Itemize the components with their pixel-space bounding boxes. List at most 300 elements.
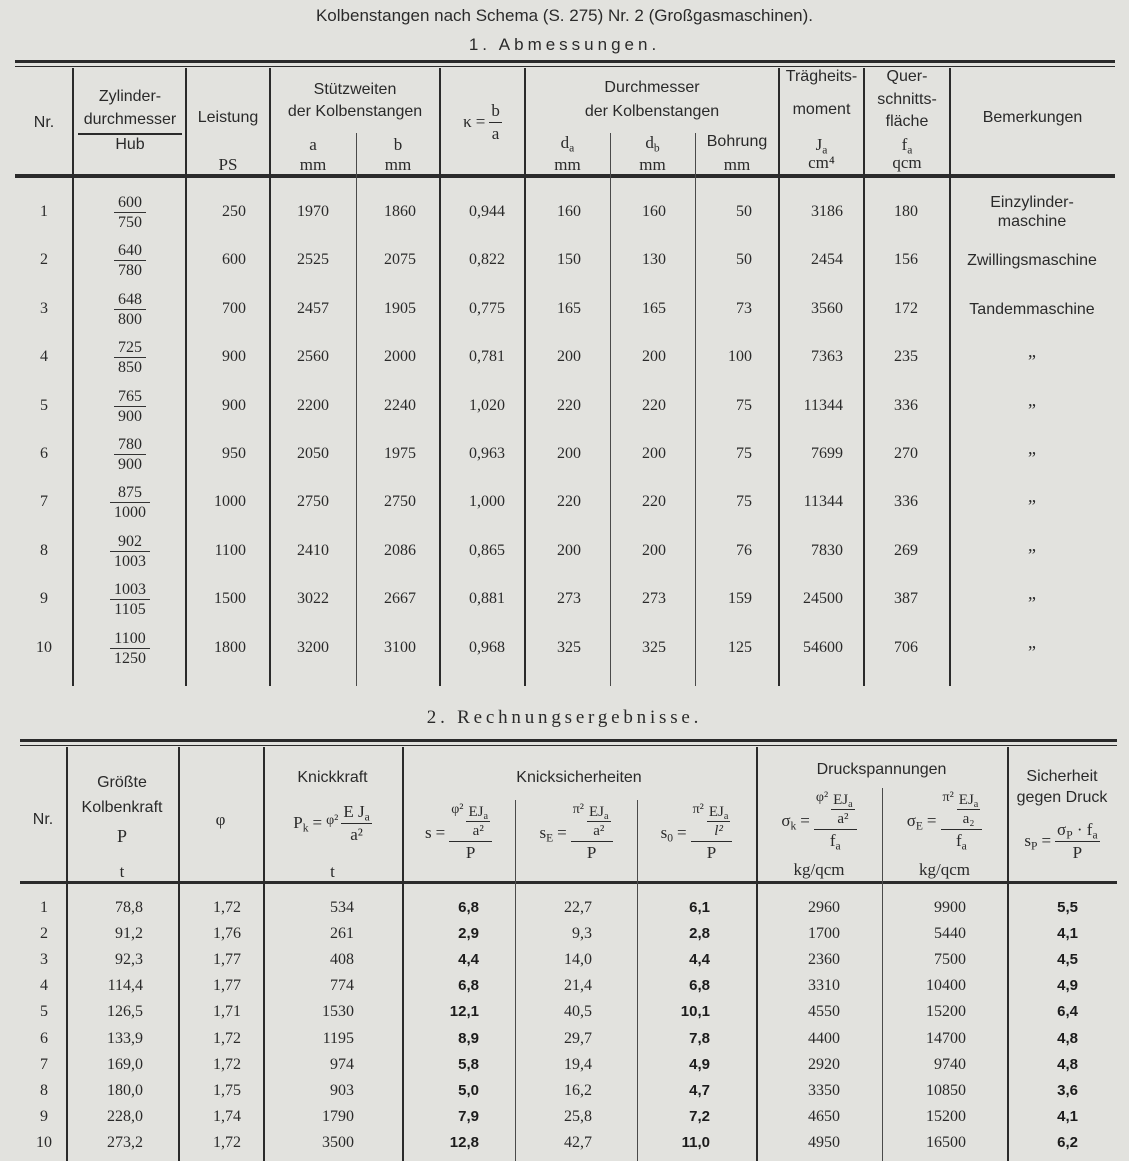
kappa: 0,944: [469, 203, 505, 220]
stuetzweite-b: 1905: [384, 300, 416, 317]
leistung: 1500: [214, 590, 246, 607]
row-nr: 4: [40, 348, 48, 365]
kappa-symbol: κ: [463, 112, 472, 131]
header-fa-symbol: f: [901, 135, 908, 154]
zylinder-hub-fraction: [114, 338, 146, 377]
kappa: 1,000: [469, 493, 505, 510]
sicherheit-gegen-druck: 4,5: [1057, 951, 1078, 968]
kappa: 0,865: [469, 542, 505, 559]
zylinder-hub-fraction: [110, 483, 150, 522]
kolbenkraft: 78,8: [115, 899, 143, 916]
leistung: 1800: [214, 639, 246, 656]
leistung: 250: [222, 203, 246, 220]
traegheitsmoment: 3186: [811, 203, 843, 220]
bemerkung-cell: [952, 237, 1112, 283]
multiply-dot: ·: [1072, 820, 1087, 840]
header-kolbenkraft-line2: Kolbenkraft: [81, 799, 163, 816]
header-ja-unit: cm⁴: [808, 153, 835, 172]
abmessungen-row: [0, 532, 1129, 570]
ditto-mark: „: [1028, 437, 1036, 458]
abmessungen-row: [0, 629, 1129, 667]
knicksicherheit-s-e: 19,4: [564, 1056, 592, 1073]
traegheitsmoment: 54600: [803, 639, 843, 656]
stuetzweite-b: 2075: [384, 251, 416, 268]
lhs-subscript: E: [915, 819, 923, 833]
kappa: 0,781: [469, 348, 505, 365]
leistung: 1100: [214, 542, 246, 559]
header-stuetzweiten-line2: der Kolbenstangen: [287, 103, 423, 120]
equals-sign: =: [312, 813, 323, 832]
durchmesser-da: 273: [557, 590, 581, 607]
hub: 1250: [110, 648, 150, 668]
inner-denominator: a²: [587, 821, 611, 840]
druckspannung-sigma-e: 15200: [926, 1108, 966, 1125]
stuetzweite-a: 2750: [297, 493, 329, 510]
stuetzweite-b: 1860: [384, 203, 416, 220]
inner-fraction: [831, 792, 855, 829]
header-ja-symbol: J: [815, 135, 823, 154]
section-title-rechnungsergebnisse: 2. Rechnungsergebnisse.: [426, 707, 703, 728]
phi: 1,71: [213, 1003, 241, 1020]
rechnung-row: [0, 1027, 1129, 1051]
f-subscript: a: [1092, 828, 1098, 842]
zylinder-hub-cell: [74, 288, 186, 330]
header-da: [525, 133, 610, 153]
fraction: [691, 801, 733, 863]
lhs-subscript: k: [790, 819, 797, 833]
header-quer-line2: schnitts-: [877, 91, 937, 108]
stuetzweite-b: 1975: [384, 445, 416, 462]
kolbenkraft: 228,0: [107, 1108, 143, 1125]
numerator: [449, 801, 492, 842]
knicksicherheit-s-formula: [402, 800, 515, 866]
phi: 1,74: [213, 1108, 241, 1125]
knickkraft: 774: [330, 977, 354, 994]
stuetzweite-b: 2750: [384, 493, 416, 510]
denominator: P: [449, 841, 492, 862]
denominator-symbol: f: [956, 831, 962, 851]
inner-numerator-symbol: EJ: [708, 803, 724, 820]
knicksicherheit-s: 12,1: [449, 1003, 479, 1020]
formula-lhs: [539, 823, 553, 843]
row-nr: 3: [40, 300, 48, 317]
denominator: P: [1055, 841, 1100, 862]
stuetzweite-b: 2240: [384, 397, 416, 414]
header-fa-unit: qcm: [892, 153, 922, 172]
querschnittsflaeche: 270: [894, 445, 918, 462]
denominator-subscript: a: [961, 839, 967, 853]
zylinder-hub-fraction: [114, 435, 146, 474]
knicksicherheit-s: 4,4: [458, 951, 479, 968]
durchmesser-da: 200: [557, 348, 581, 365]
stuetzweite-b: 3100: [384, 639, 416, 656]
durchmesser-da: 165: [557, 300, 581, 317]
header-knickkraft: Knickkraft: [297, 769, 368, 786]
knicksicherheit-s: 6,8: [458, 977, 479, 994]
knickkraft: 534: [330, 899, 354, 916]
equals-sign: =: [1041, 831, 1052, 850]
equals-sign: =: [557, 823, 567, 842]
row-nr: 6: [40, 1030, 48, 1047]
kappa: 1,020: [469, 397, 505, 414]
bemerkung-cell: [952, 576, 1112, 622]
inner-numerator-subscript: a: [483, 810, 489, 822]
abmessungen-row: [0, 338, 1129, 376]
durchmesser-db: 273: [642, 590, 666, 607]
knicksicherheit-s: 5,0: [458, 1082, 479, 1099]
row-nr: 9: [40, 590, 48, 607]
row-nr: 7: [40, 493, 48, 510]
hub: 850: [114, 357, 146, 377]
header-sigma-k-unit: kg/qcm: [793, 860, 845, 879]
header-a-unit: mm: [299, 155, 327, 174]
rechnung-row: [0, 922, 1129, 946]
knickkraft: 1195: [322, 1030, 354, 1047]
stuetzweite-a: 3200: [297, 639, 329, 656]
lhs-subscript: E: [546, 831, 554, 845]
header-sicherheit-line2: gegen Druck: [1016, 789, 1108, 806]
druckspannung-sigma-e: 5440: [934, 925, 966, 942]
lhs-symbol: σ: [781, 811, 791, 830]
rechnung-row: [0, 1000, 1129, 1024]
header-zylinder-line2: durchmesser: [83, 111, 177, 128]
row-nr: 5: [40, 397, 48, 414]
stuetzweite-b: 2667: [384, 590, 416, 607]
header-da-symbol: d: [560, 133, 570, 152]
zylinder-hub-cell: [74, 530, 186, 572]
rechnung-row: [0, 1131, 1129, 1155]
knicksicherheit-s: 5,8: [458, 1056, 479, 1073]
inner-numerator: [587, 804, 611, 822]
leistung: 950: [222, 445, 246, 462]
knicksicherheit-s-0: 11,0: [681, 1134, 710, 1151]
numerator-symbol: E J: [343, 802, 365, 822]
kappa: 0,963: [469, 445, 505, 462]
bemerkung-cell: [952, 334, 1112, 380]
knicksicherheit-s-e: 42,7: [564, 1134, 592, 1151]
header-durchmesser-line2: der Kolbenstangen: [584, 103, 720, 120]
lhs-symbol: s: [424, 823, 432, 842]
durchmesser-db: 220: [642, 493, 666, 510]
lhs-subscript: P: [1031, 839, 1038, 853]
inner-denominator: l²: [707, 821, 731, 840]
querschnittsflaeche: 235: [894, 348, 918, 365]
section-title-abmessungen: 1. Abmessungen.: [468, 35, 661, 54]
phi: 1,72: [213, 1134, 241, 1151]
abmessungen-row: [0, 193, 1129, 231]
druckspannung-sigma-k: 1700: [808, 925, 840, 942]
knickkraft: 1790: [322, 1108, 354, 1125]
kappa: 0,775: [469, 300, 505, 317]
durchmesser-db: 200: [642, 445, 666, 462]
stuetzweite-b: 2086: [384, 542, 416, 559]
phi: 1,72: [213, 899, 241, 916]
f-symbol: f: [1086, 820, 1093, 840]
inner-numerator: [466, 804, 490, 822]
hub: 1003: [110, 551, 150, 571]
bohrung: 100: [728, 348, 752, 365]
kolbenkraft: 126,5: [107, 1003, 143, 1020]
zylinder-hub-fraction: [110, 580, 150, 619]
inner-denominator: a²: [466, 821, 490, 840]
inner-numerator-symbol: EJ: [468, 803, 484, 820]
hub: 900: [114, 454, 146, 474]
stuetzweite-a: 2560: [297, 348, 329, 365]
hub: 1105: [110, 599, 150, 619]
zylinderdurchmesser: 648: [118, 290, 142, 308]
sicherheit-gegen-druck: 6,2: [1057, 1134, 1078, 1151]
zylinder-hub-cell: [74, 433, 186, 475]
durchmesser-da: 220: [557, 397, 581, 414]
fraction: [571, 801, 613, 863]
kolbenkraft: 169,0: [107, 1056, 143, 1073]
inner-denominator: a²: [831, 809, 855, 828]
numerator: b: [491, 101, 500, 121]
druckspannung-sigma-k: 4650: [808, 1108, 840, 1125]
header-leistung-unit: PS: [218, 155, 238, 174]
druckspannung-sigma-k: 3350: [808, 1082, 840, 1099]
zylinderdurchmesser: 902: [118, 532, 142, 550]
traegheitsmoment: 11344: [803, 493, 843, 510]
fraction: [941, 789, 983, 853]
leistung: 900: [222, 348, 246, 365]
sicherheit-gegen-druck: 4,9: [1057, 977, 1078, 994]
bemerkung-cell: [952, 189, 1112, 235]
phi: 1,75: [213, 1082, 241, 1099]
coefficient: π²: [942, 789, 954, 805]
zylinder-hub-cell: [74, 578, 186, 620]
sicherheit-gegen-druck: 3,6: [1057, 1082, 1078, 1099]
hub: 1000: [110, 502, 150, 522]
knicksicherheit-s-0: 7,8: [689, 1030, 710, 1047]
durchmesser-da: 160: [557, 203, 581, 220]
druckspannung-sigma-e: 10400: [926, 977, 966, 994]
knicksicherheit-s-0: 6,1: [689, 899, 710, 916]
kolbenkraft: 180,0: [107, 1082, 143, 1099]
bohrung: 125: [728, 639, 752, 656]
knickkraft: 408: [330, 951, 354, 968]
header-bohrung: Bohrung: [706, 133, 768, 150]
druckspannung-sigma-k: 4400: [808, 1030, 840, 1047]
zylinder-hub-cell: [74, 239, 186, 281]
header-bohrung-unit: mm: [723, 155, 751, 174]
knicksicherheit-s-e: 9,3: [572, 925, 592, 942]
kappa: 0,968: [469, 639, 505, 656]
header-kolbenkraft-symbol: P: [116, 826, 127, 846]
hub: 900: [114, 406, 146, 426]
inner-numerator-subscript: a: [848, 798, 853, 810]
durchmesser-db: 220: [642, 397, 666, 414]
kolbenkraft: 273,2: [107, 1134, 143, 1151]
header-nr: Nr.: [32, 811, 54, 828]
header-db-unit: mm: [639, 155, 666, 174]
header-db-subscript: b: [653, 141, 660, 155]
ditto-mark: „: [1028, 582, 1036, 603]
knicksicherheit-s: 6,8: [458, 899, 479, 916]
header-quer-line3: fläche: [885, 113, 929, 130]
lhs-symbol: s: [1024, 831, 1032, 850]
knicksicherheit-s-e: 25,8: [564, 1108, 592, 1125]
inner-numerator: [957, 792, 981, 810]
lhs-subscript: 0: [667, 831, 673, 845]
querschnittsflaeche: 336: [894, 397, 918, 414]
bohrung: 159: [728, 590, 752, 607]
header-kolbenkraft-unit: t: [119, 862, 125, 881]
bemerkung: Einzylinder- maschine: [990, 194, 1074, 230]
querschnittsflaeche: 706: [894, 639, 918, 656]
equals-sign: =: [435, 823, 446, 842]
druckspannung-sigma-e: 7500: [934, 951, 966, 968]
durchmesser-da: 200: [557, 542, 581, 559]
bemerkung-cell: [952, 431, 1112, 477]
knickkraft: 261: [330, 925, 354, 942]
row-nr: 7: [40, 1056, 48, 1073]
knicksicherheit-s-0: 4,9: [689, 1056, 710, 1073]
equals-sign: =: [475, 112, 486, 131]
inner-numerator-subscript: a: [723, 810, 729, 822]
druckspannung-sigma-e: 9740: [934, 1056, 966, 1073]
equals-sign: =: [800, 811, 810, 830]
denominator: a²: [341, 823, 371, 844]
header-sicherheit-line1: Sicherheit: [1026, 768, 1098, 785]
header-bottom-rule: [20, 881, 1117, 884]
row-nr: 3: [40, 951, 48, 968]
traegheitsmoment: 7699: [811, 445, 843, 462]
formula-lhs: [293, 813, 308, 833]
druckspannung-sigma-e-formula: [882, 789, 1007, 853]
druckspannung-sigma-e: 14700: [926, 1030, 966, 1047]
knicksicherheit-s: 2,9: [458, 925, 479, 942]
rechnung-row: [0, 1105, 1129, 1129]
durchmesser-da: 150: [557, 251, 581, 268]
header-zylinder-line1: Zylinder-: [98, 88, 162, 105]
header-db: [610, 133, 695, 153]
bohrung: 75: [736, 445, 752, 462]
phi: 1,76: [213, 925, 241, 942]
druckspannung-sigma-e: 15200: [926, 1003, 966, 1020]
bohrung: 75: [736, 493, 752, 510]
druckspannung-sigma-k: 3310: [808, 977, 840, 994]
zylinderdurchmesser: 875: [118, 483, 142, 501]
header-stuetzweiten-line1: Stützweiten: [313, 81, 397, 98]
bemerkung-cell: [952, 383, 1112, 429]
sicherheit-gegen-druck: 4,8: [1057, 1056, 1078, 1073]
coefficient: φ²: [815, 789, 829, 805]
abmessungen-row: [0, 483, 1129, 521]
kolbenkraft: 114,4: [107, 977, 143, 994]
sigma-symbol: σ: [1057, 820, 1067, 840]
bemerkung-cell: [952, 625, 1112, 671]
inner-denominator: a₂: [957, 809, 981, 828]
abmessungen-row: [0, 290, 1129, 328]
knicksicherheit-s-0-formula: [637, 800, 756, 866]
phi: 1,72: [213, 1030, 241, 1047]
header-traegheit-line2: moment: [792, 101, 851, 118]
header-fa: [864, 135, 950, 155]
header-b-unit: mm: [384, 155, 412, 174]
knicksicherheit-s: 12,8: [449, 1134, 479, 1151]
durchmesser-db: 130: [642, 251, 666, 268]
bemerkung-cell: [952, 528, 1112, 574]
durchmesser-db: 165: [642, 300, 666, 317]
stuetzweite-a: 2410: [297, 542, 329, 559]
lhs-symbol: s: [660, 823, 668, 842]
hub: 750: [114, 212, 146, 232]
bohrung: 50: [736, 203, 752, 220]
durchmesser-db: 200: [642, 348, 666, 365]
traegheitsmoment: 3560: [811, 300, 843, 317]
numerator: [341, 802, 371, 822]
inner-numerator-symbol: EJ: [833, 791, 849, 808]
stuetzweite-a: 2457: [297, 300, 329, 317]
zylinder-hub-fraction: [110, 532, 150, 571]
denominator: P: [691, 841, 733, 862]
header-fa-subscript: a: [907, 143, 913, 157]
knickkraft: 903: [330, 1082, 354, 1099]
row-nr: 4: [40, 977, 48, 994]
coefficient: φ²: [326, 813, 339, 828]
row-nr: 9: [40, 1108, 48, 1125]
druckspannung-sigma-e: 9900: [934, 899, 966, 916]
leistung: 1000: [214, 493, 246, 510]
formula-lhs: [907, 811, 923, 831]
header-durchmesser-line1: Durchmesser: [604, 79, 700, 96]
leistung: 600: [222, 251, 246, 268]
header-traegheit-line1: Trägheits-: [785, 68, 858, 85]
druckspannung-sigma-k-formula: [756, 789, 882, 853]
numerator: [814, 789, 857, 830]
zylinderdurchmesser: 600: [118, 193, 142, 211]
sicherheit-gegen-druck: 4,8: [1057, 1030, 1078, 1047]
knicksicherheit-s-e: 21,4: [564, 977, 592, 994]
durchmesser-da: 325: [557, 639, 581, 656]
knicksicherheit-s-0: 10,1: [680, 1003, 710, 1020]
header-sigma-e-unit: kg/qcm: [919, 860, 970, 879]
row-nr: 5: [40, 1003, 48, 1020]
bemerkung: Zwillingsmaschine: [967, 251, 1097, 269]
leistung: 700: [222, 300, 246, 317]
ditto-mark: „: [1028, 534, 1036, 555]
inner-numerator: [831, 792, 855, 810]
zylinder-hub-cell: [74, 385, 186, 427]
zylinder-hub-fraction: [114, 241, 146, 280]
hub: 780: [114, 260, 146, 280]
zylinder-hub-fraction: [114, 387, 146, 426]
bemerkung: Tandemmaschine: [969, 300, 1095, 318]
numerator: [571, 801, 613, 842]
rechnung-row: [0, 896, 1129, 920]
header-nr: Nr.: [33, 114, 55, 131]
zylinder-hub-fraction: [114, 290, 146, 329]
bohrung: 76: [736, 542, 752, 559]
knicksicherheit-s-e: 16,2: [564, 1082, 592, 1099]
inner-fraction: [587, 804, 611, 841]
header-kappa-formula: [440, 102, 525, 142]
abmessungen-row: [0, 241, 1129, 279]
rechnung-row: [0, 948, 1129, 972]
knicksicherheit-s-0: 6,8: [689, 977, 710, 994]
traegheitsmoment: 11344: [803, 397, 843, 414]
druckspannung-sigma-k: 2960: [808, 899, 840, 916]
header-da-unit: mm: [554, 155, 581, 174]
inner-fraction: [957, 792, 981, 829]
traegheitsmoment: 7363: [811, 348, 843, 365]
fraction: [1055, 820, 1100, 861]
zylinder-hub-cell: [74, 627, 186, 669]
phi: 1,77: [213, 951, 241, 968]
numerator: [691, 801, 733, 842]
zylinderdurchmesser: 725: [118, 338, 142, 356]
